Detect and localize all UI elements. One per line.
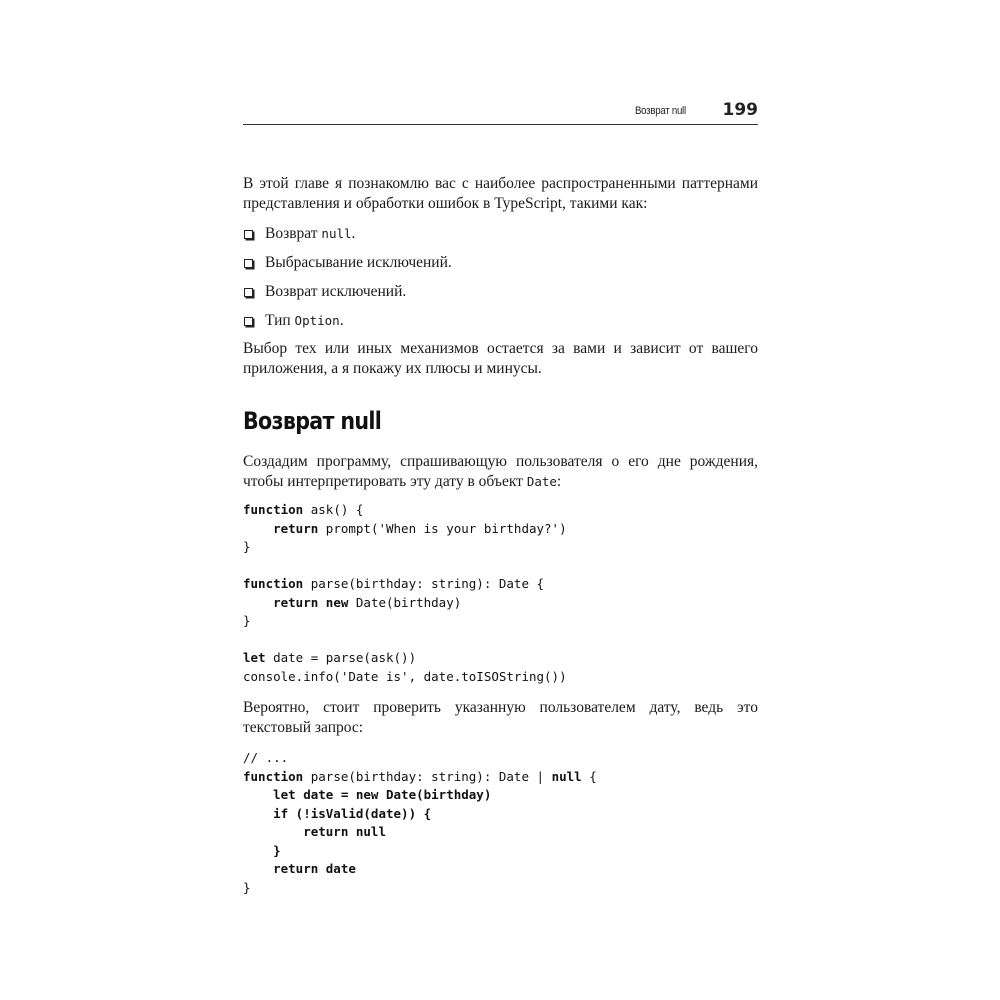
checkbox-bullet-icon (244, 230, 253, 239)
bullet-list (243, 224, 758, 340)
code-text: parse(birthday: string): Date { (303, 576, 545, 591)
code-text: } (243, 879, 251, 895)
list-item-text: Возврат исключений. (265, 283, 407, 300)
code-text: date = parse(ask()) (265, 650, 417, 665)
code-text: prompt('When is your birthday?') (318, 520, 567, 536)
list-item-text: Тип (265, 312, 295, 329)
code-line-highlighted: return null (243, 824, 386, 839)
inline-code: Option (294, 313, 340, 328)
code-text: } (243, 539, 251, 554)
code-text: ask() { (303, 502, 364, 517)
code-keyword: new (325, 594, 349, 610)
list-item-punct: . (339, 312, 344, 329)
section-paragraph-2: Вероятно, стоит проверить указанную пользователем дату, ведь это текстовый запрос: (243, 699, 758, 736)
code-keyword: function (243, 768, 304, 784)
inline-code: null (321, 226, 352, 241)
code-line-highlighted: } (243, 842, 281, 858)
running-header (243, 100, 758, 125)
code-text: parse(birthday: string): Date | (303, 768, 552, 784)
list-item (243, 282, 758, 311)
code-block (243, 501, 567, 686)
code-space (318, 595, 326, 610)
list-item-punct: . (351, 225, 356, 242)
code-comment: // ... (243, 750, 289, 765)
code-indent (243, 595, 273, 610)
code-text: console.info('Date is', date.toISOString()) (243, 668, 567, 684)
code-keyword: function (243, 502, 304, 517)
page-number: 199 (722, 100, 758, 120)
code-keyword: return (273, 594, 319, 610)
code-keyword: return (273, 520, 319, 536)
code-line-highlighted: let date = new Date(birthday) (243, 787, 492, 802)
code-text: Date(birthday) (348, 594, 462, 610)
inline-code: Date (526, 474, 557, 489)
checkbox-bullet-icon (244, 288, 253, 297)
list-item (243, 253, 758, 282)
list-item-text: Выбрасывание исключений. (265, 254, 452, 271)
code-line-highlighted: if (!isValid(date)) { (243, 805, 432, 821)
list-item (243, 311, 758, 340)
checkbox-bullet-icon (244, 259, 253, 268)
code-keyword: null (551, 768, 582, 784)
list-item (243, 224, 758, 253)
code-text: { (581, 768, 597, 784)
list-item-text: Возврат (265, 225, 322, 242)
outro-paragraph: Выбор тех или иных механизмов остается за вами и зависит от вашего приложения, а я покажу их плюсы и минусы. (243, 340, 758, 377)
checkbox-bullet-icon (244, 317, 253, 326)
section-paragraph (243, 452, 758, 492)
code-keyword: function (243, 576, 304, 591)
intro-paragraph: В этой главе я познакомлю вас с наиболее распространенными паттернами представления и обработки ошибок в TypeScript, такими как: (243, 175, 758, 212)
code-indent (243, 521, 273, 536)
paragraph-text: Создадим программу, спрашивающую пользователя о его дне рождения, чтобы интерпретировать эту дату в объект (243, 453, 758, 490)
section-heading: Возврат null (243, 407, 382, 435)
code-line-highlighted: return date (243, 861, 356, 876)
running-title: Возврат null (635, 105, 686, 117)
code-block-2 (243, 749, 597, 897)
code-keyword: let (243, 650, 266, 665)
code-text: } (243, 613, 251, 628)
paragraph-punct: : (556, 473, 562, 490)
